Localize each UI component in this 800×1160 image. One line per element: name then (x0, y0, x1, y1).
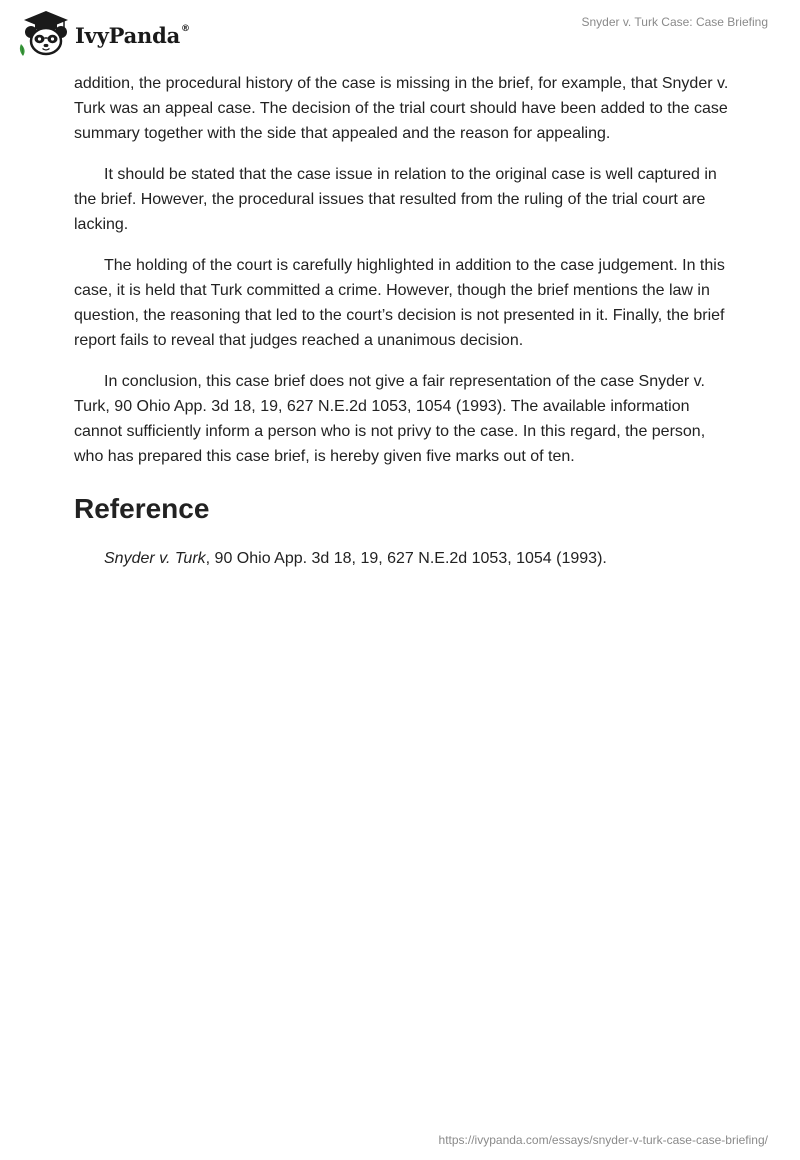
reference-case-name: Snyder v. Turk (104, 550, 206, 567)
ivypanda-logo[interactable] (16, 8, 190, 60)
reference-entry (74, 546, 734, 571)
reference-heading: Reference (74, 493, 210, 524)
paragraph-case-issue: It should be stated that the case issue in relation to the original case is well captured in the brief. However, the procedural issues that resulted from the ruling of the trial court are lacking. (74, 166, 717, 233)
essay-body (74, 71, 734, 571)
paragraph-holding: The holding of the court is carefully highlighted in addition to the case judgement. In this case, it is held that Turk committed a crime. However, though the brief mentions the law in question, the reasoning that led to the court’s decision is not presented in it. Finally, the brief report fails to reveal that judges reached a unanimous decision. (74, 257, 725, 349)
reference-citation: , 90 Ohio App. 3d 18, 19, 627 N.E.2d 1053, 1054 (1993). (205, 550, 607, 567)
page-header (0, 0, 800, 66)
panda-graduate-icon (16, 8, 74, 60)
source-url-link[interactable]: https://ivypanda.com/essays/snyder-v-turk-case-case-briefing/ (438, 1133, 768, 1147)
paragraph-conclusion: In conclusion, this case brief does not give a fair representation of the case Snyder v. Turk, 90 Ohio App. 3d 18, 19, 627 N.E.2d 1053, 1054 (1993). The available information cannot sufficiently inform a person who is not privy to the case. In this regard, the person, who has prepared this case brief, is hereby given five marks out of ten. (74, 373, 706, 465)
document-title: Snyder v. Turk Case: Case Briefing (581, 15, 768, 29)
paragraph-procedural-history: addition, the procedural history of the case is missing in the brief, for example, that Snyder v. Turk was an appeal case. The decision of the trial court should have been added to the case summary together with the side that appealed and the reason for appealing. (74, 75, 729, 142)
registered-mark: ® (181, 23, 190, 34)
brand-name: IvyPanda® (75, 22, 190, 48)
